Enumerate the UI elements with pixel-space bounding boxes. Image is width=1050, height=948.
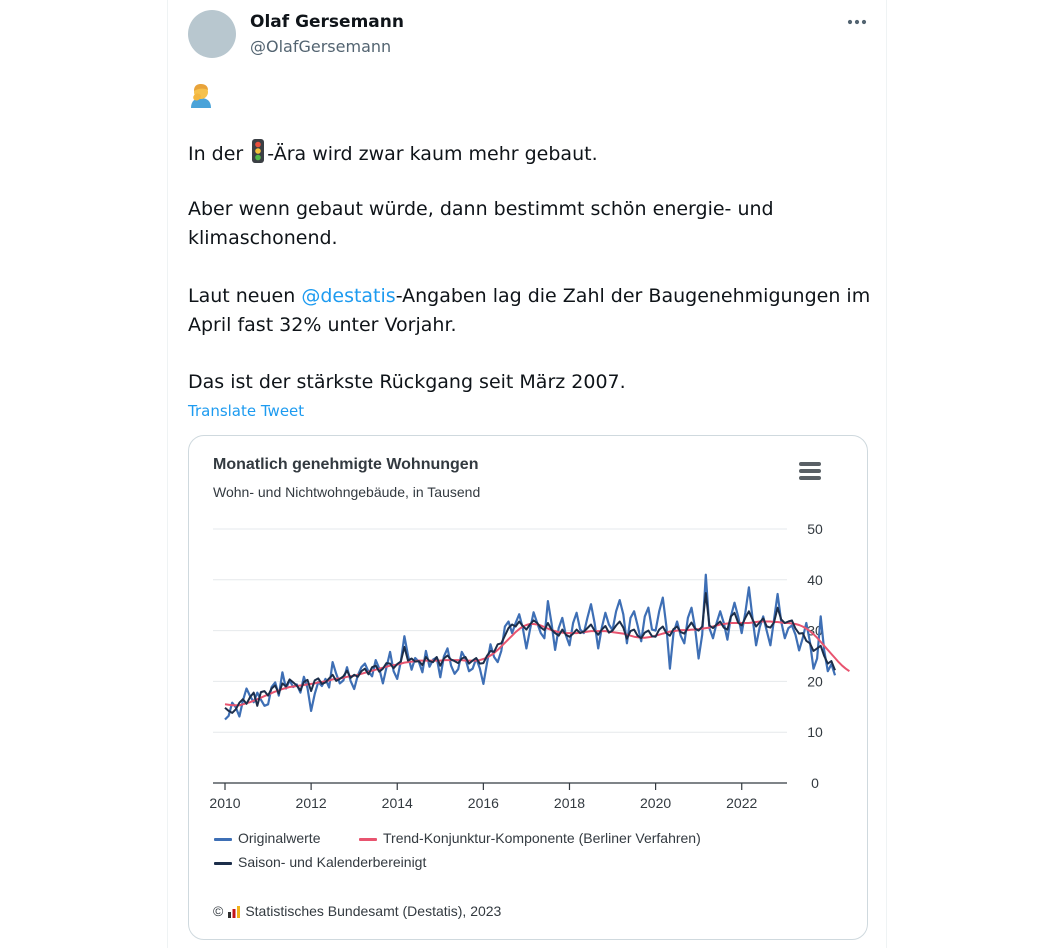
mention-link[interactable]: @destatis [301,285,396,307]
tweet-text-line-4 [188,282,870,311]
x-tick-label: 2022 [726,795,758,811]
x-tick-label: 2020 [640,795,672,811]
tweet-text-segment: -Angaben lag die Zahl der Baugenehmigungen im [395,285,871,307]
more-options-button[interactable] [844,12,870,32]
author-handle[interactable]: @OlafGersemann [250,37,392,56]
source-label: Statistisches Bundesamt (Destatis), 2023 [245,903,502,919]
traffic-light-emoji [251,138,265,173]
x-tick-label: 2016 [467,795,499,811]
copyright-icon: © [213,903,224,919]
legend-swatch-originalwerte [214,838,232,841]
chart-title: Monatlich genehmigte Wohnungen [213,456,479,473]
x-tick-label: 2014 [381,795,413,811]
avatar[interactable] [188,10,236,58]
person-facepalming-emoji [188,82,214,112]
legend-item-saisonbereinigt[interactable]: Saison- und Kalenderbereinigt [238,854,427,870]
line-chart [189,436,868,876]
tweet-text-line-5: April fast 32% unter Vorjahr. [188,314,457,336]
chart-subtitle: Wohn- und Nichtwohngebäude, in Tausend [213,484,481,500]
chart-source [213,903,501,919]
tweet-text-segment: -Ära wird zwar kaum mehr gebaut. [267,143,598,165]
legend-item-trend[interactable]: Trend-Konjunktur-Komponente (Berliner Verfahren) [383,830,701,846]
legend-swatch-trend [359,838,377,841]
tweet-text-line-2: Aber wenn gebaut würde, dann bestimmt schön energie- und [188,198,774,220]
y-tick-label: 0 [811,775,819,791]
tweet-text-segment: In der [188,143,250,165]
more-horizontal-icon [847,19,867,25]
legend-item-originalwerte[interactable]: Originalwerte [238,830,321,846]
y-tick-label: 10 [807,724,823,741]
series-line-trend [225,622,849,706]
x-tick-label: 2010 [209,795,241,811]
legend-swatch-saisonbereinigt [214,862,232,865]
tweet-text-line-6: Das ist der stärkste Rückgang seit März 2007. [188,371,626,393]
y-tick-label: 50 [807,521,823,537]
y-tick-label: 40 [807,571,823,588]
x-tick-label: 2012 [295,795,327,811]
x-tick-label: 2018 [553,795,586,811]
author-name[interactable]: Olaf Gersemann [250,12,404,32]
chart-card[interactable] [188,435,868,940]
y-tick-label: 20 [807,673,823,690]
destatis-logo-icon [227,905,241,917]
tweet-column [167,0,887,948]
tweet-text-segment: Laut neuen [188,285,302,307]
tweet-text-line-3: klimaschonend. [188,227,338,249]
tweet-text-line-1 [188,138,598,173]
series-line-saisonbereinigt [225,593,835,713]
series-line-originalwerte [225,575,835,720]
y-tick-label: 30 [807,622,823,639]
translate-tweet-link[interactable]: Translate Tweet [188,402,305,420]
